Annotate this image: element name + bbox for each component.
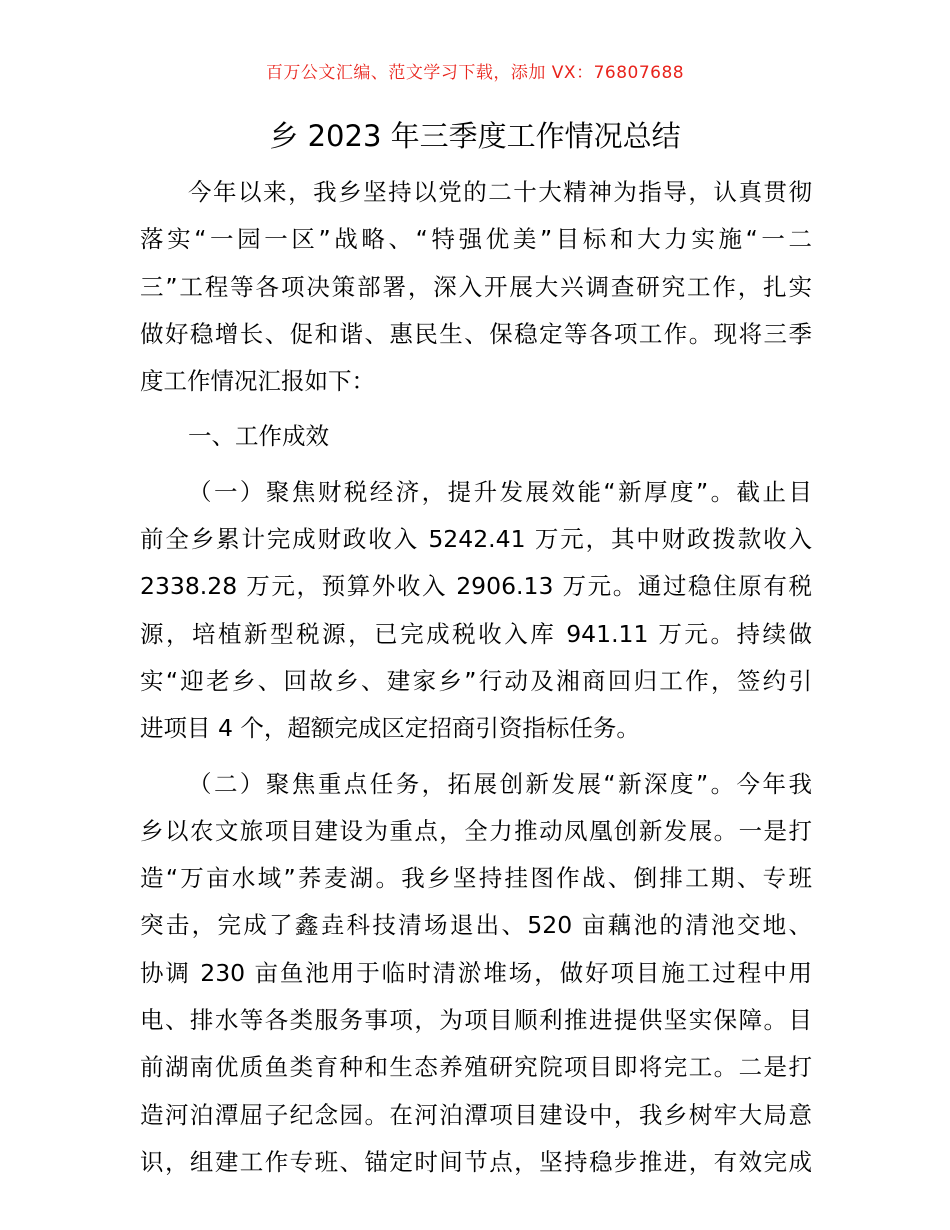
text-line: 乡以农文旅项目建设为重点，全力推动凤凰创新发展。一是打 — [140, 816, 812, 845]
text-line: 前湖南优质鱼类育种和生态养殖研究院项目即将完工。二是打 — [140, 1053, 812, 1082]
paragraph-intro — [140, 169, 812, 405]
text-line: 协调 230 亩鱼池用于临时清淤堆场，做好项目施工过程中用 — [140, 958, 812, 987]
document-body — [140, 169, 812, 1186]
text-line: 电、排水等各类服务事项，为项目顺利推进提供坚实保障。目 — [140, 1006, 812, 1035]
paragraph-key-tasks — [140, 761, 812, 1187]
text-line: 进项目 4 个，超额完成区定招商引资指标任务。 — [140, 714, 640, 743]
text-line: 2338.28 万元，预算外收入 2906.13 万元。通过稳住原有税 — [140, 572, 812, 601]
document-title: 乡 2023 年三季度工作情况总结 — [269, 119, 681, 153]
text-line: 前全乡累计完成财政收入 5242.41 万元，其中财政拨款收入 — [140, 525, 812, 554]
section-heading-text: 一、工作成效 — [188, 422, 329, 451]
text-line: （二）聚焦重点任务，拓展创新发展“新深度”。今年我 — [188, 769, 812, 798]
watermark-header-note: 百万公文汇编、范文学习下载，添加 VX：76807688 — [265, 63, 685, 83]
paragraph-finance — [140, 469, 812, 753]
text-line: 源，培植新型税源，已完成税收入库 941.11 万元。持续做 — [140, 619, 812, 648]
text-line: 做好稳增长、促和谐、惠民生、保稳定等各项工作。现将三季 — [140, 319, 812, 348]
text-line: 造“万亩水域”荞麦湖。我乡坚持挂图作战、倒排工期、专班 — [140, 864, 812, 893]
text-line: 实“迎老乡、回故乡、建家乡”行动及湘商回归工作，签约引 — [140, 666, 812, 695]
text-line: 三”工程等各项决策部署，深入开展大兴调查研究工作，扎实 — [140, 272, 812, 301]
text-line: 造河泊潭屈子纪念园。在河泊潭项目建设中，我乡树牢大局意 — [140, 1100, 812, 1129]
text-line: 落实“一园一区”战略、“特强优美”目标和大力实施“一二 — [140, 225, 812, 254]
text-line: 识，组建工作专班、锚定时间节点，坚持稳步推进，有效完成 — [140, 1147, 812, 1176]
text-line: （一）聚焦财税经济，提升发展效能“新厚度”。截止目 — [188, 477, 812, 506]
section-heading — [140, 413, 812, 460]
text-line: 度工作情况汇报如下： — [140, 367, 375, 396]
text-line: 今年以来，我乡坚持以党的二十大精神为指导，认真贯彻 — [188, 178, 812, 206]
text-line: 突击，完成了鑫垚科技清场退出、520 亩藕池的清池交地、 — [140, 911, 812, 940]
